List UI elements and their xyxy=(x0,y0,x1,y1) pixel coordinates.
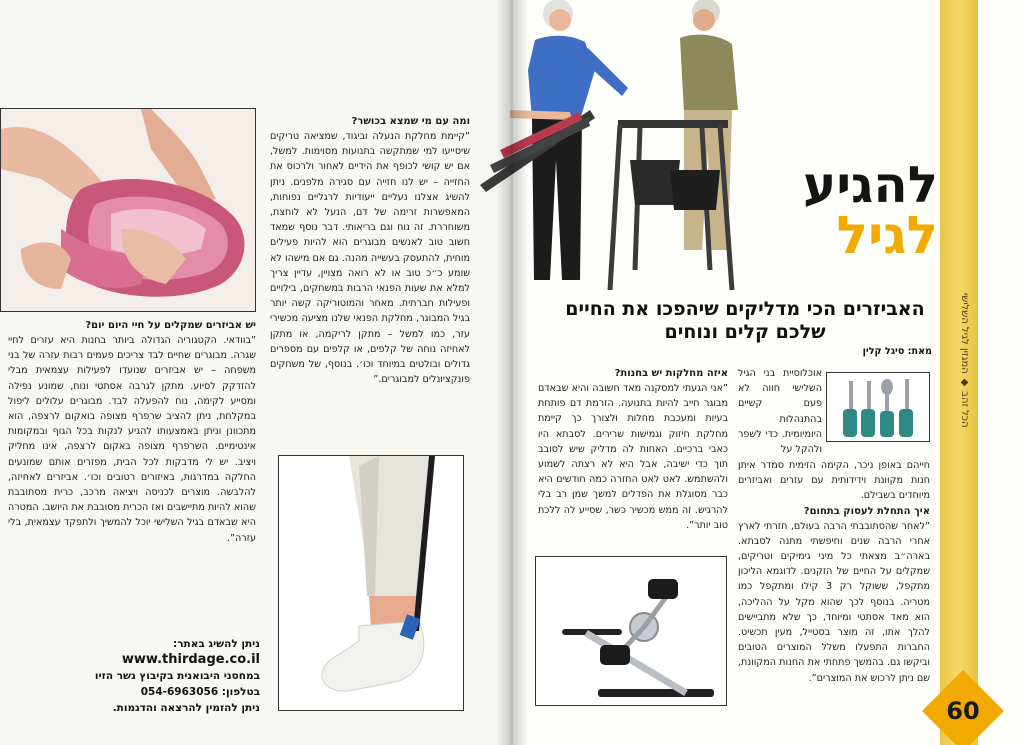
pedal-exerciser-photo xyxy=(535,556,727,706)
intro-paragraph-continued: חייהם באופן ניכר, הקימה הזימית סמדר איתן חנות מקוונת וידידותית עם עזרים ואביזרים מיוחדים בשבילם. xyxy=(738,460,930,502)
pedal-exerciser-illustration xyxy=(536,557,727,706)
contact-location: במחסני היבואנית בקיבוץ גשר הזיו xyxy=(94,670,260,682)
cutlery-illustration xyxy=(827,373,930,442)
contact-url[interactable]: www.thirdage.co.il xyxy=(121,652,260,667)
right-page-column-left xyxy=(538,366,728,533)
article-byline: מאת: סיגל קלין xyxy=(862,346,932,357)
headline-line-1: להגיע xyxy=(803,156,938,214)
section-body: ”בוודאי. הקטגוריה הגדולה ביותר בחנות היא עזרים לחיי שגרה. מבוגרים שחיים לבד צריכים פעמים רבות עזרה של בני משפחה – יש אביזרים שנועדו לפעילות עצמאית מבלי להזדקק לסיוע. מתקן לגרבה אסתטי ונוח, שמונע נפילה ומסייע לקימה, נוח להפעלה לבד. מבוגרים עלולים ליפול במקלחת, ניתן להציב שרפרף מצופה בואקום לרצפה, הוא מתכוונן וניתן באמצעותו להגיע לנקות בכל הגוף ובמקומות אינטימיים. השרפרף מצופה באקום לרצפה, אינו מחליק ויציב. יש לי מדבקות לכל הבית, מפזרים אותם שמונעים החלקה במדרגות, באיזורים רטובים וכו׳. אביזרים לאחיזה, להלבשה. מוצרים לכניסה ויציאה מרכב, כרית מסתובבת שהוא להיות מתיישבים ואז הכרית מסובבת את היושב. המטרה היא שבאדם בגיל השלישי יוכל להמשיך ולתפקד עצמאית, בלי עזרה”. xyxy=(8,335,256,544)
article-subheading: האביזרים הכי מדליקים שיהפכו את החיים שלכם קלים ונוחים xyxy=(565,298,925,343)
contact-phone: בטלפון: 054-6963056 xyxy=(140,686,260,698)
question-heading: איך התחלת לעסוק בתחום? xyxy=(803,505,930,517)
question-heading: איזה מחלקות יש בחנות? xyxy=(614,368,728,379)
book-gutter-shadow xyxy=(496,0,528,745)
sock-aid-photo xyxy=(278,455,464,711)
magazine-side-title: הכל זהב ◆ המגזין לגיל השלישי xyxy=(959,292,970,428)
answer-body: ”אני הגעתי למסקנה מאד חשובה והיא שבאדם מבוגר חייב להיות בתנועה. הזרמת דם פותחת בעיות ומעכבת מחלות ולצורך כך קיימת מחלקת חיזוק וגמישות שרירים. לסבתא היו כאבי ברכיים. האחות לה מדליק שיש לסובב תוך כדי ישיבה, אבל היא לא רצתה לשמוע ולהשתמש. לאט לאט החזרה כמה חודשים היא כבר מסוגלת את הפדלים למשך שמן רב בלי להרגיש. זה ממש מכשיר כשר, שסייע לה ללכת טוב יותר”. xyxy=(538,383,728,531)
section-heading: ומה עם מי שמצא בכושר? xyxy=(351,116,470,127)
contact-note: ניתן להזמין להרצאה והדגמות. xyxy=(112,702,260,714)
answer-body: ”לאחר שהסתובבתי הרבה בעולם, חזרתי לארץ אחרי הרבה שנים וחיפשתי מתנה לסבתא. בארה״ב מצאתי כל מיני גימיקים וטריקים, שמקלים על החיים של הזקנים. לדוגמא הליכון מתקפל, ששוקל רק 3 קילו ומתקפל כמו מטריה. בנוסף לכך שהוא מקל על ההליכה, הוא מאד אסתטי ומיוחד, כך שלא מתביישים להלך אתו, זה מוצר בסטייל, מעין תכשיט. החברות התפעלו משלל המוצרים הטובים וביקשו גם. בהמשך פתחתי את החנות המקוונת, שם ניתן לרכוש את המוצרים”. xyxy=(738,520,930,684)
section-body: ”קיימת מחלקת הנעלה וביגוד, שמציאה טריקים שיסייעו למי שמתקשה בתנועות מסוימות. למשל, אם יש קושי לכופף את הידיים לאחור ולרכוס את החזייה – יש לנו חזייה עם סגירה מלפנים. ניתן להשיג אצלנו נעליים ייעודיות לרגליים נפוחות, המאפשרות זרימה של דם, הנעל לא לוחצת, משוחררת. זה נוח וגם בריאותי. דבר נוסף שמאד חשוב טוב לאנשים מבוגרים הוא להיות פעילים מוחית, להתעסק בעשייה מהנה. גם אם מישהו לא שומע כ״כ טוב או לא רואה מצויין, עדיין צריך למלא את שעות הפנאי הרבות במשחקים, בילויים ופעילות חברתית. מאחר והמוטוריקה קשה יותר בגיל המבוגר, מחלקת הפנאי שלנו מציעה מכשירי עזר, כמו למשל – מתקן לריקמה, או מתקן לאחיזה נוחה של קלפים, או קלפים עם מספרים גדולים ובולטים במיוחד וכו׳. בנוסף, של משחקים פונקציונלים למבוגרים.” xyxy=(270,131,470,386)
intro-text-top xyxy=(738,366,822,457)
slippers-photo xyxy=(0,108,256,312)
intro-paragraph: אוכלוסיית בני הגיל השלישי חווה לא פעם קשיים בהתנהלות היומיומית. כדי לשפר ולהקל על xyxy=(738,368,822,456)
sock-aid-illustration xyxy=(279,456,464,711)
left-page-column-right xyxy=(270,114,470,387)
headline-line-2: לגיל xyxy=(836,206,938,266)
contact-info xyxy=(90,636,260,716)
right-page-column-right xyxy=(738,458,930,686)
slippers-illustration xyxy=(1,109,256,312)
section-heading: יש אביזרים שמקלים על חיי היום יום? xyxy=(85,320,256,331)
page-number: 60 xyxy=(946,697,980,725)
left-page-column-left xyxy=(8,318,256,546)
adaptive-cutlery-photo xyxy=(826,372,930,442)
contact-label: ניתן להשיג באתר: xyxy=(173,638,260,650)
